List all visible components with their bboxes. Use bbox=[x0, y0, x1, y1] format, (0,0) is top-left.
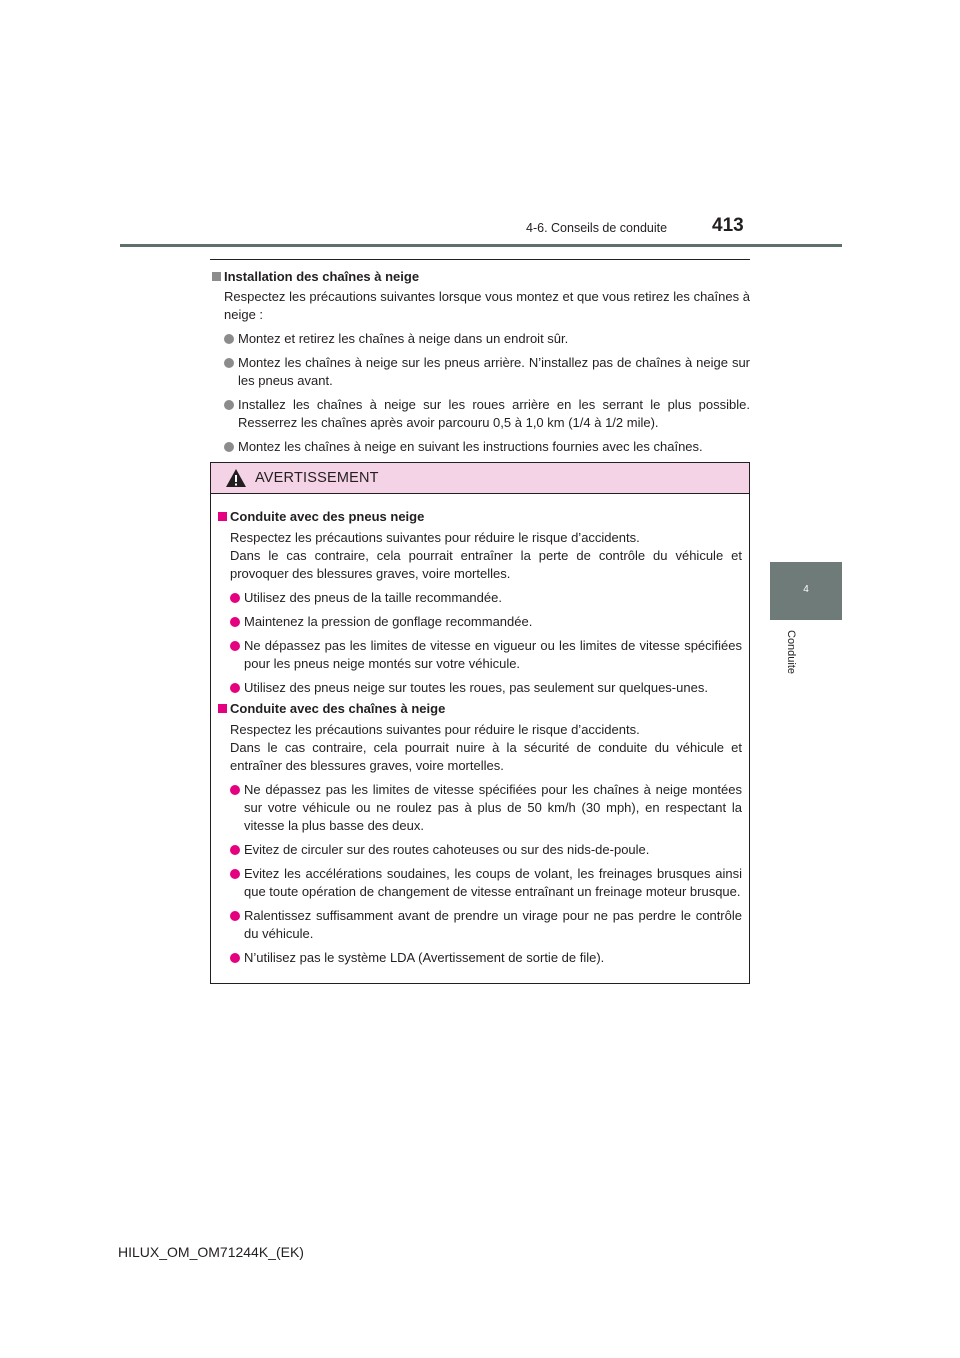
warning-block-intro-line: Dans le cas contraire, cela pourrait entraîner la perte de contrôle du véhicule et provoquer des blessures graves, voire mortelles. bbox=[230, 548, 742, 581]
list-item-text: Ne dépassez pas les limites de vitesse spécifiées pour les chaînes à neige montées sur votre véhicule ou ne roulez pas à plus de 50 km/h (30 mph), en respectant la vitesse la plus basse des deux. bbox=[244, 782, 742, 833]
warning-triangle-icon bbox=[225, 468, 247, 488]
chapter-tab-label-text: Conduite bbox=[785, 630, 797, 675]
section-heading-text: Installation des chaînes à neige bbox=[224, 269, 420, 284]
round-bullet-icon bbox=[224, 358, 234, 368]
list-item-text: Utilisez des pneus neige sur toutes les roues, pas seulement sur quelques-unes. bbox=[244, 680, 708, 695]
list-item-text: Evitez de circuler sur des routes cahoteuses ou sur des nids-de-poule. bbox=[244, 842, 650, 857]
list-item bbox=[216, 841, 742, 859]
list-item-text: Ralentissez suffisamment avant de prendre un virage pour ne pas perdre le contrôle du véhicule. bbox=[244, 908, 742, 941]
warning-header bbox=[211, 463, 749, 494]
section-top-rule bbox=[210, 259, 750, 260]
list-item-text: Montez les chaînes à neige en suivant les instructions fournies avec les chaînes. bbox=[238, 439, 703, 454]
round-bullet-icon bbox=[224, 334, 234, 344]
list-item bbox=[210, 396, 750, 432]
list-item-text: Ne dépassez pas les limites de vitesse en vigueur ou les limites de vitesse spécifiées pour les pneus neige montés sur votre véhicule. bbox=[244, 638, 742, 671]
list-item bbox=[216, 613, 742, 631]
warning-block-intro bbox=[230, 721, 742, 775]
list-item-text: Installez les chaînes à neige sur les roues arrière en les serrant le plus possible. Resserrez les chaînes après avoir parcouru 0,5 à 1,0 km (1/4 à 1/2 mile). bbox=[238, 397, 750, 430]
list-item bbox=[210, 354, 750, 390]
header-rule bbox=[120, 244, 842, 247]
warning-block-heading-text: Conduite avec des pneus neige bbox=[230, 509, 425, 524]
main-content bbox=[210, 268, 750, 456]
list-item bbox=[216, 679, 742, 697]
warning-block-intro bbox=[230, 529, 742, 583]
list-item-text: Maintenez la pression de gonflage recommandée. bbox=[244, 614, 533, 629]
list-item-text: Utilisez des pneus de la taille recommandée. bbox=[244, 590, 502, 605]
section-intro: Respectez les précautions suivantes lorsque vous montez et que vous retirez les chaînes à neige : bbox=[224, 289, 750, 322]
header-section-title: 4-6. Conseils de conduite bbox=[526, 221, 668, 235]
round-bullet-icon bbox=[230, 593, 240, 603]
footer-code: HILUX_OM_OM71244K_(EK) bbox=[118, 1244, 304, 1260]
round-bullet-icon bbox=[224, 442, 234, 452]
warning-box bbox=[210, 462, 750, 984]
warning-block-intro-line: Dans le cas contraire, cela pourrait nuire à la sécurité de conduite du véhicule et entraîner des blessures graves, voire mortelles. bbox=[230, 740, 742, 773]
chapter-tab-number: 4 bbox=[803, 584, 809, 595]
list-item bbox=[216, 637, 742, 673]
round-bullet-icon bbox=[230, 911, 240, 921]
warning-block-heading-text: Conduite avec des chaînes à neige bbox=[230, 701, 446, 716]
chapter-tab-label bbox=[775, 630, 811, 686]
list-item bbox=[210, 330, 750, 348]
list-item bbox=[216, 589, 742, 607]
square-bullet-icon bbox=[218, 512, 227, 521]
list-item-text: Montez et retirez les chaînes à neige dans un endroit sûr. bbox=[238, 331, 569, 346]
list-item-text: N’utilisez pas le système LDA (Avertissement de sortie de file). bbox=[244, 950, 605, 965]
list-item-text: Evitez les accélérations soudaines, les coups de volant, les freinages brusques ainsi que toute opération de changement de vitesse entraînant un freinage moteur brusque. bbox=[244, 866, 742, 899]
list-item bbox=[216, 781, 742, 835]
square-bullet-icon bbox=[212, 272, 221, 281]
list-item bbox=[216, 949, 742, 967]
section-heading bbox=[210, 268, 750, 286]
warning-block-intro-line: Respectez les précautions suivantes pour réduire le risque d’accidents. bbox=[230, 722, 640, 737]
round-bullet-icon bbox=[230, 683, 240, 693]
list-item bbox=[210, 438, 750, 456]
round-bullet-icon bbox=[230, 869, 240, 879]
list-item-text: Montez les chaînes à neige sur les pneus arrière. N’installez pas de chaînes à neige sur les pneus avant. bbox=[238, 355, 750, 388]
list-item bbox=[216, 907, 742, 943]
square-bullet-icon bbox=[218, 704, 227, 713]
warning-block-heading bbox=[216, 508, 742, 526]
round-bullet-icon bbox=[230, 617, 240, 627]
warning-title: AVERTISSEMENT bbox=[255, 470, 379, 486]
page-number: 413 bbox=[712, 215, 744, 236]
round-bullet-icon bbox=[230, 953, 240, 963]
warning-content bbox=[211, 494, 749, 967]
list-item bbox=[216, 865, 742, 901]
round-bullet-icon bbox=[224, 400, 234, 410]
warning-block-intro-line: Respectez les précautions suivantes pour réduire le risque d’accidents. bbox=[230, 530, 640, 545]
round-bullet-icon bbox=[230, 641, 240, 651]
warning-block-heading bbox=[216, 700, 742, 718]
chapter-tab bbox=[770, 562, 842, 620]
round-bullet-icon bbox=[230, 845, 240, 855]
round-bullet-icon bbox=[230, 785, 240, 795]
